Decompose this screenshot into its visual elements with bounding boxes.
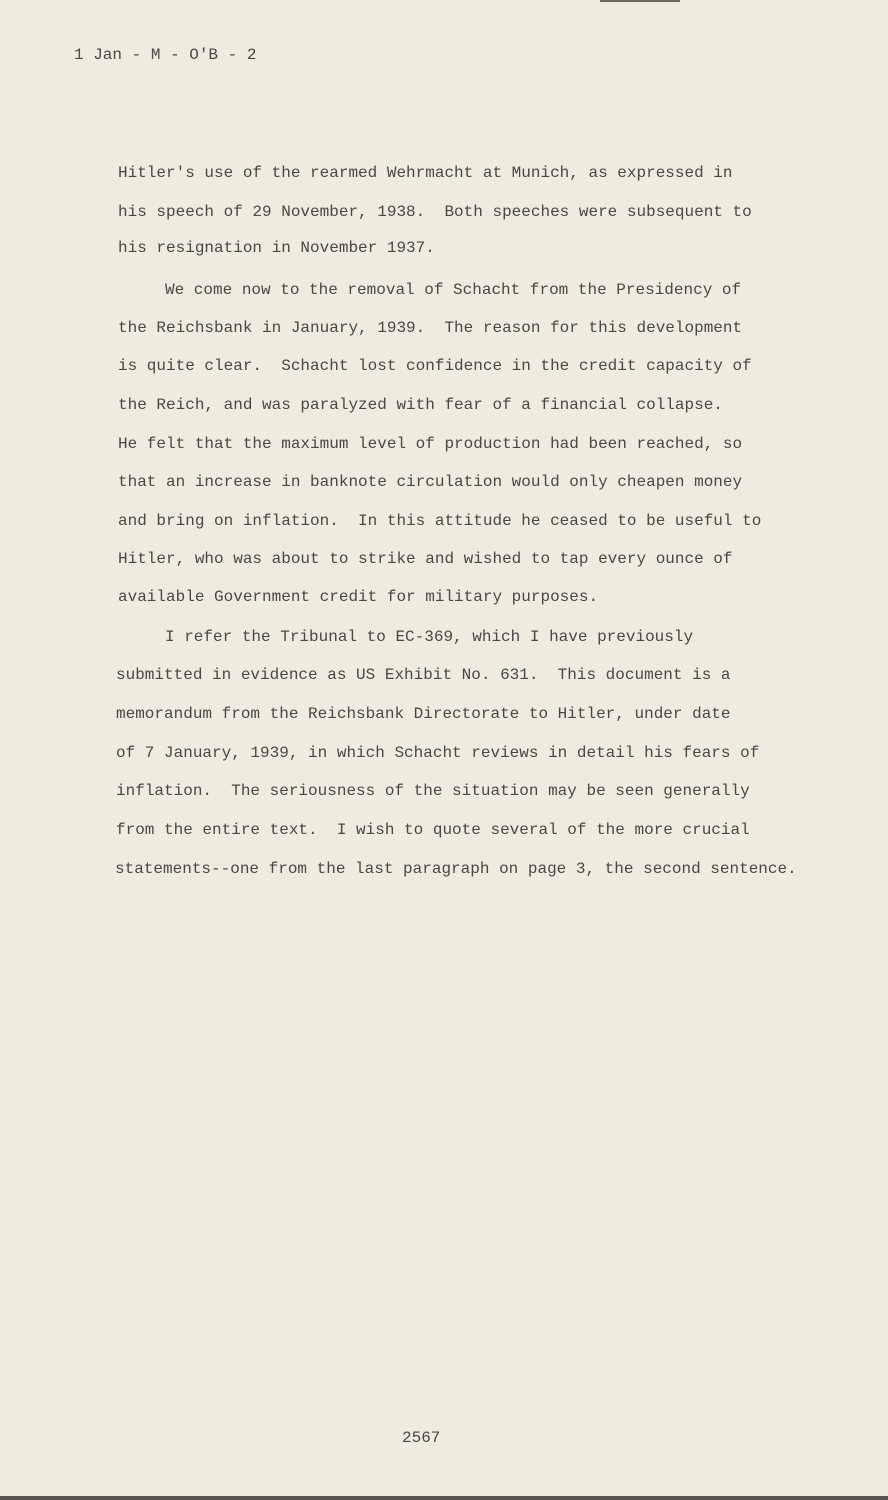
text-line: the Reichsbank in January, 1939. The reason for this development — [118, 319, 743, 337]
text-line: statements--one from the last paragraph on page 3, the second sentence. — [115, 860, 797, 878]
text-line: that an increase in banknote circulation would only cheapen money — [118, 473, 743, 491]
text-line: Hitler, who was about to strike and wished to tap every ounce of — [118, 550, 733, 568]
scan-bottom-edge — [0, 1496, 888, 1500]
text-line: his speech of 29 November, 1938. Both speeches were subsequent to — [118, 203, 752, 221]
text-line: He felt that the maximum level of production had been reached, so — [118, 435, 743, 453]
page-number: 2567 — [402, 1429, 441, 1447]
text-line: from the entire text. I wish to quote several of the more crucial — [116, 821, 750, 839]
text-line: and bring on inflation. In this attitude he ceased to be useful to — [118, 512, 762, 530]
text-line: is quite clear. Schacht lost confidence in the credit capacity of — [118, 357, 752, 375]
text-line: We come now to the removal of Schacht from the Presidency of — [165, 281, 742, 299]
text-line: inflation. The seriousness of the situation may be seen generally — [116, 782, 750, 800]
text-line: submitted in evidence as US Exhibit No. 631. This document is a — [116, 666, 731, 684]
text-line: available Government credit for military purposes. — [118, 588, 599, 606]
page-reference-header: 1 Jan - M - O'B - 2 — [74, 46, 257, 64]
text-line: I refer the Tribunal to EC-369, which I have previously — [165, 628, 694, 646]
text-line: memorandum from the Reichsbank Directorate to Hitler, under date — [116, 705, 731, 723]
text-line: Hitler's use of the rearmed Wehrmacht at Munich, as expressed in — [118, 164, 733, 182]
text-line: his resignation in November 1937. — [118, 239, 435, 257]
text-line: the Reich, and was paralyzed with fear of a financial collapse. — [118, 396, 723, 414]
text-line: of 7 January, 1939, in which Schacht reviews in detail his fears of — [116, 744, 760, 762]
scan-edge-mark — [600, 0, 680, 2]
